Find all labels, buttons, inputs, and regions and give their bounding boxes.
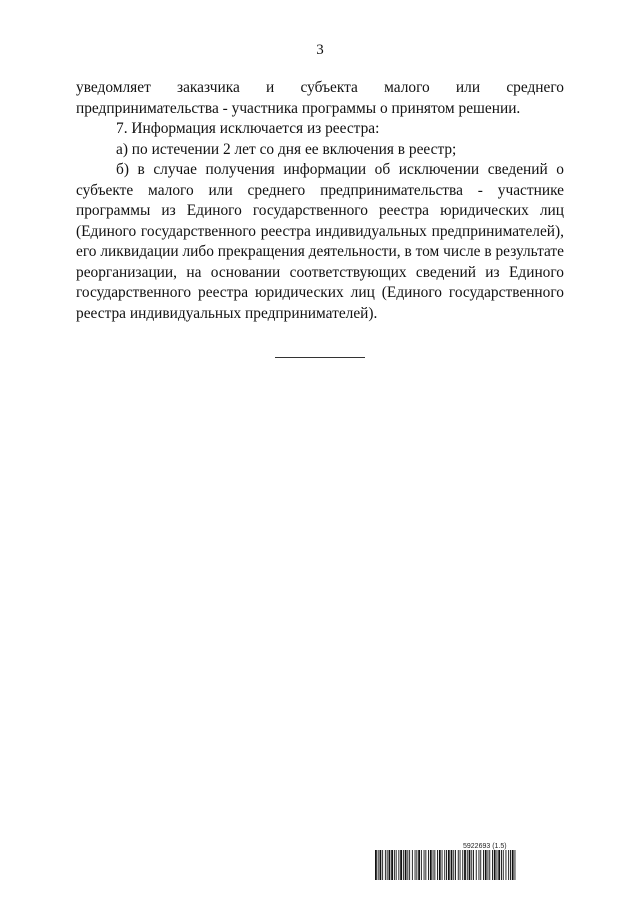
barcode xyxy=(375,850,588,880)
paragraph-continuation: уведомляет заказчика и субъекта малого или среднего предпринимательства - участника программы о принятом решении. xyxy=(76,79,564,117)
document-code: 5922693 (1.5) xyxy=(463,843,507,850)
end-separator-line xyxy=(275,357,365,358)
page-number: 3 xyxy=(316,42,324,58)
paragraph-subitem-a: а) по истечении 2 лет со дня ее включения в реестр; xyxy=(116,140,457,158)
document-body xyxy=(76,78,564,324)
paragraph-subitem-b: б) в случае получения информации об исключении сведений о субъекте малого или среднего предпринимательства - участнике программы из Единого государственного реестра юридических лиц (Единого государственного реестра индивидуальных предпринимателей), его ликвидации либо прекращения деятельности, в том числе в результате реорганизации, на основании соответствующих сведений из Единого государственного реестра юридических лиц (Единого государственного реестра индивидуальных предпринимателей). xyxy=(76,161,564,322)
paragraph-item-7: 7. Информация исключается из реестра: xyxy=(116,120,380,137)
